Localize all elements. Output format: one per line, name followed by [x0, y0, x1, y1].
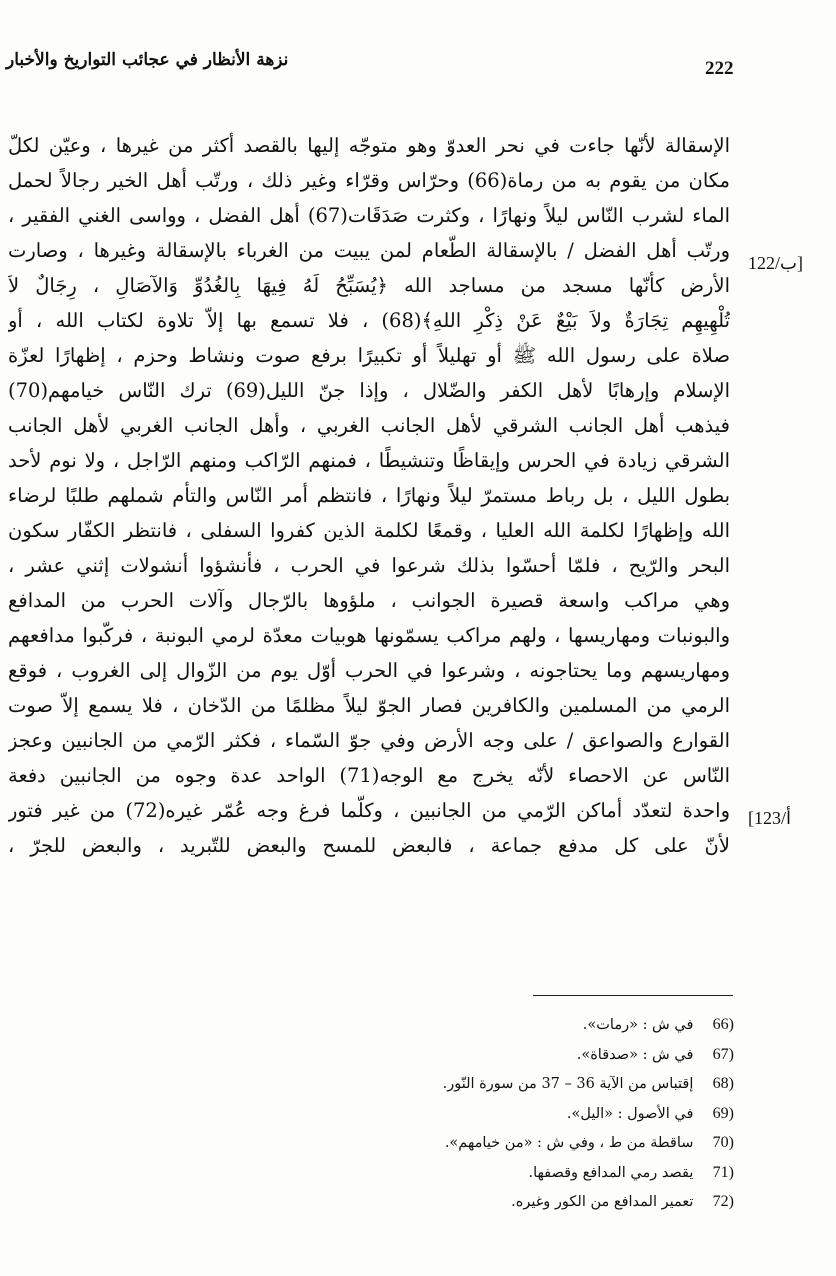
text-line: الماء لشرب النّاس ليلاً ونهارًا ، وكثرت صَدَقَات(67) أهل الفضل ، وواسى الغني الفقير ، — [8, 204, 730, 227]
main-text — [8, 128, 730, 863]
footnote-text: يقصد رمي المدافع وقصفها. — [528, 1164, 694, 1181]
footnote — [300, 1099, 734, 1129]
text-line: الإسلام وإرهابًا لأهل الكفر والضّلال ، وإذا جنّ الليل(69) ترك النّاس خيامهم(70) — [8, 379, 730, 402]
text-line: والبونبات ومهاريسها ، ولهم مراكب يسمّونها هوبيات معدّة لرمي البونبة ، فركّبوا مدافعهم — [8, 624, 730, 647]
text-line: ورتّب أهل الفضل / بالإسقالة الطّعام لمن يبيت من الغرباء بالإسقالة وغيرها ، وصارت — [8, 239, 730, 262]
footnote-text: في ش : «صدقاة». — [576, 1046, 694, 1063]
footnote-text: في الأصول : «اليل». — [566, 1105, 694, 1122]
text-line: واحدة لتعدّد أماكن الرّمي من الجانبين ، وكلّما فرغ وجه عُمّر غيره(72) من غير فتور — [8, 799, 730, 822]
footnote-text: تعمير المدافع من الكور وغيره. — [511, 1194, 694, 1210]
text-line: النّاس عن الاحصاء لأنّه يخرج مع الوجه(71) الواحد عدة وجوه من الجانبين دفعة — [8, 764, 730, 787]
footnote — [300, 1010, 734, 1040]
text-line: لأنّ على كل مدفع جماعة ، فالبعض للمسح والبعض للتّبريد ، والبعض للجرّ ، — [8, 834, 730, 857]
footnotes — [300, 1010, 734, 1217]
text-line: بطول الليل ، بل رباط مستمرّ ليلاً ونهارًا ، فانتظم أمر النّاس والتأم شملهم طلبًا لرضاء — [8, 484, 730, 507]
text-line: الرمي من المسلمين والكافرين فصار الجوّ ليلاً مظلمًا من الدّخان ، فلا يسمع إلاّ صوت — [8, 694, 730, 717]
text-line: الشرقي زيادة في الحرس وإيقاظًا وتنشيطًا ، فمنهم الرّاكب ومنهم الرّاجل ، ولا نوم لأحد — [8, 449, 730, 472]
footnote-number: 67) — [712, 1045, 734, 1063]
margin-ref-123a: [123/أ — [748, 808, 792, 828]
text-line: الإسقالة لأنّها جاءت في نحر العدوّ وهو متوجّه إليها بالقصد أكثر من غيرها ، وعيّن لكلّ — [8, 134, 730, 157]
footnote-rule — [533, 995, 733, 996]
text-line: الأرض كأنّها مسجد من مساجد الله ﴿يُسَبِّحُ لَهُ فِيهَا بِالغُدُوِّ وَالآصَالِ ، رِجَالٌ لاَ — [8, 274, 730, 297]
footnote-number: 70) — [712, 1134, 734, 1151]
footnote — [300, 1187, 734, 1217]
footnote-text: ساقطة من ط ، وفي ش : «من خيامهم». — [444, 1135, 694, 1151]
footnote-number: 72) — [712, 1193, 734, 1210]
text-line: مكان من يقوم به من رماة(66) وحرّاس وقرّاء وغير ذلك ، ورتّب أهل الخير رجالاً لحمل — [8, 169, 730, 192]
footnote-text: في ش : «رمات». — [582, 1017, 694, 1033]
footnote-text: إقتباس من الآية 36 – 37 من سورة النّور. — [442, 1076, 694, 1092]
footnote-number: 71) — [712, 1163, 734, 1181]
footnote — [300, 1069, 734, 1099]
footnote-number: 66) — [712, 1016, 734, 1033]
text-line: وهي مراكب واسعة قصيرة الجوانب ، ملؤوها بالرّجال وآلات الحرب من المدافع — [8, 589, 730, 612]
footnote — [300, 1158, 734, 1188]
running-title: نزهة الأنظار في عجائب التواريخ والأخبار — [6, 50, 289, 70]
footnote-number: 68) — [712, 1075, 734, 1092]
text-line: البحر والرّيح ، فلمّا أحسّوا بذلك شرعوا في الحرب ، فأنشؤوا أنشولات إثني عشر ، — [8, 554, 730, 577]
text-line: القوارع والصواعق / على وجه الأرض وفي جوّ السّماء ، فكثر الرّمي من الجانبين وعجز — [8, 729, 730, 752]
text-line: ومهاريسهم وما يحتاجونه ، وشرعوا في الحرب أوّل يوم من الزّوال إلى الغروب ، فوقع — [8, 659, 730, 682]
text-line: الله وإظهارًا لكلمة الله العليا ، وقمعًا لكلمة الذين كفروا السفلى ، فانتظر الكفّار سكون — [8, 519, 730, 542]
footnote-number: 69) — [712, 1104, 734, 1122]
text-line: تُلْهِيهِم تِجَارَةٌ ولاَ بَيْعٌ عَنْ ذِكْرِ اللهِ﴾(68) ، فلا تسمع بها إلاّ تلاوة لكتاب الله ، أو — [8, 309, 730, 332]
footnote — [300, 1040, 734, 1070]
text-line: فيذهب أهل الجانب الشرقي لأهل الجانب الغربي ، وأهل الجانب الغربي لأهل الجانب — [8, 414, 730, 437]
page-number: 222 — [705, 58, 734, 79]
footnote — [300, 1128, 734, 1158]
margin-ref-122b: 122/ب] — [748, 253, 803, 273]
text-line: صلاة على رسول الله ﷺ أو تهليلاً أو تكبيرًا برفع صوت ونشاط وحزم ، إظهارًا لعزّة — [8, 344, 730, 367]
